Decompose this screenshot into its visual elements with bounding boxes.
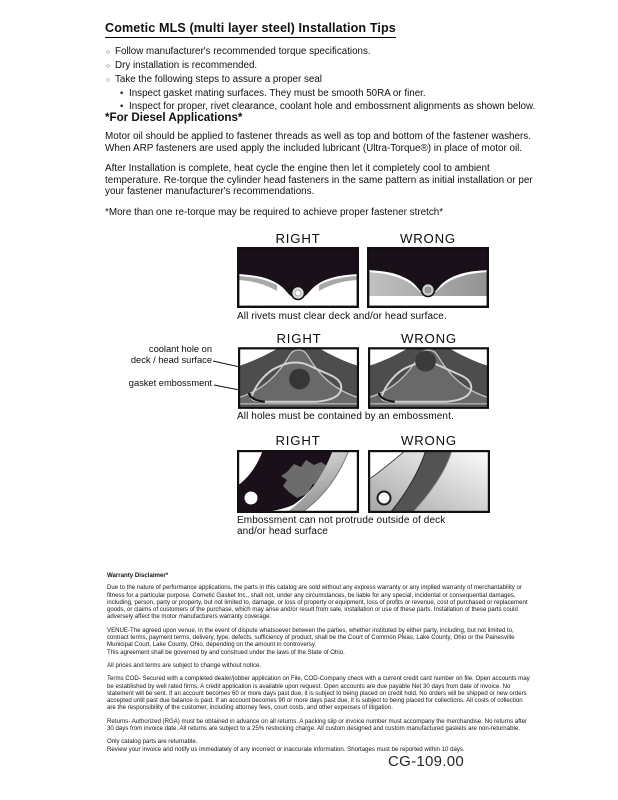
- embossment-wrong-diagram: [368, 347, 489, 409]
- right-label: RIGHT: [275, 433, 321, 448]
- disclaimer-paragraph: Terms COD- Secured with a completed dealer/jobber application on File, COD-Company check with a current credit card number on file. Open accounts may be established by well rated firms. A credit application is available upon request. Open accounts are due payable Net 30 days from date of invoice. No statement will be sent. If an account becomes 60 or more days past due, it is subject to being placed on credit hold. No orders will be shipped or new orders accepted until past due balance is paid. If an account becomes 90 or more days past due, it is subject to being placed for collections. All costs of collection are the responsibility of the customer, including attorney fees, court costs, and other expenses of litigation.: [107, 675, 530, 712]
- disclaimer-paragraph: Due to the nature of performance applications, the parts in this catalog are sold without any express warranty or any implied warranty of merchantability or fitness for a particular purpose. Cometic Gasket Inc., shall not, under any circumstances, be liable for any special, incidental or consequential damages, including, person, party or property, but not limited to, damage, or loss of property or equipment, loss of profits or revenue, cost of purchased or replacement goods, or claims of customers of the purchase, which may arise and/or result from sale, installation or use of these parts. Installation of these parts could adversely affect the motor manufacturers warranty coverage.: [107, 584, 528, 621]
- circle-bullet-icon: ○: [106, 77, 110, 84]
- coolant-hole-label: coolant hole on deck / head surface: [130, 344, 212, 365]
- disclaimer-paragraph: Returns- Authorized (RGA) must be obtained in advance on all returns. A packing slip or invoice number must accompany the merchandise. No returns after 30 days from invoice date. All returns are subject to a 25% restocking charge. All custom designed and custom manufactured gaskets are non-returnable.: [107, 717, 528, 733]
- retorque-note: *More than one re-torque may be required to achieve proper fastener stretch*: [105, 206, 444, 218]
- tip-text: Inspect gasket mating surfaces. They must be smooth 50RA or finer.: [129, 88, 426, 99]
- disclaimer-paragraph: Review your invoice and notify us immediately of any incorrect or inaccurate information. Shortages must be reported within 10 days.: [107, 745, 465, 753]
- disclaimer-paragraph: VENUE-The agreed upon venue, in the event of dispute whatsoever between the parties, whether instituted by either party, including, but not limited to, contract terms, payment terms, delivery, type, defects, sufficiency of product, shall be the Court of Common Pleas, Lake County, Ohio or the Painesville Municipal Court, Lake County, Ohio, depending on the amount in controversy.: [107, 626, 515, 649]
- disclaimer-paragraph: All prices and terms are subject to change without notice.: [107, 661, 262, 669]
- circle-bullet-icon: ○: [106, 63, 110, 70]
- rivet-caption: All rivets must clear deck and/or head surface.: [237, 311, 447, 322]
- disclaimer-paragraph: This agreement shall be governed by and construed under the laws of the State of Ohio.: [107, 648, 345, 656]
- right-label: RIGHT: [276, 331, 322, 346]
- tip-text: Inspect for proper, rivet clearance, coolant hole and embossment alignments as shown below.: [129, 101, 536, 112]
- embossment-right-diagram: [238, 347, 359, 409]
- right-label: RIGHT: [275, 231, 321, 246]
- holes-caption: All holes must be contained by an embossment.: [237, 411, 454, 422]
- tip-text: Take the following steps to assure a proper seal: [115, 74, 322, 85]
- dot-bullet-icon: •: [120, 101, 124, 112]
- tip-item: [106, 45, 535, 59]
- wrong-label: WRONG: [399, 231, 456, 246]
- tips-list: [106, 45, 535, 113]
- diagram-callouts: [98, 344, 212, 389]
- diesel-paragraph: Motor oil should be applied to fastener threads as well as top and bottom of the fastener washers. When ARP fasteners are used apply the included lubricant (Ultra-Torque®) in place of motor oil.: [105, 131, 531, 154]
- page-number: CG-109.00: [388, 753, 465, 770]
- dot-bullet-icon: •: [120, 88, 124, 99]
- diesel-paragraph: After Installation is complete, heat cycle the engine then let it completely cool to ambient temperature. Re-torque the cylinder head fasteners in the same pattern as initial installation or per your fastener manufacturer's recommendations.: [105, 163, 533, 198]
- protrusion-wrong-diagram: [368, 450, 490, 513]
- rivet-wrong-diagram: [367, 247, 489, 308]
- wrong-label: WRONG: [400, 331, 457, 346]
- tip-text: Dry installation is recommended.: [115, 60, 258, 71]
- rivet-right-diagram: [237, 247, 359, 308]
- warranty-disclaimer: [107, 572, 531, 759]
- disclaimer-heading: Warranty Disclaimer*: [107, 572, 169, 579]
- tip-subitem: [120, 87, 535, 100]
- tip-item: [106, 73, 535, 87]
- diesel-heading: *For Diesel Applications*: [105, 111, 243, 124]
- page-title: Cometic MLS (multi layer steel) Installation Tips: [105, 21, 396, 38]
- wrong-label: WRONG: [400, 433, 457, 448]
- diesel-section: [105, 111, 537, 228]
- protrusion-caption: Embossment can not protrude outside of deck and/or head surface: [237, 515, 446, 537]
- gasket-embossment-label: gasket embossment: [128, 378, 212, 388]
- disclaimer-paragraph: Only catalog parts are returnable.: [107, 738, 198, 746]
- protrusion-right-diagram: [237, 450, 359, 513]
- circle-bullet-icon: ○: [106, 49, 110, 56]
- tip-text: Follow manufacturer's recommended torque specifications.: [115, 46, 371, 57]
- tip-item: [106, 59, 535, 73]
